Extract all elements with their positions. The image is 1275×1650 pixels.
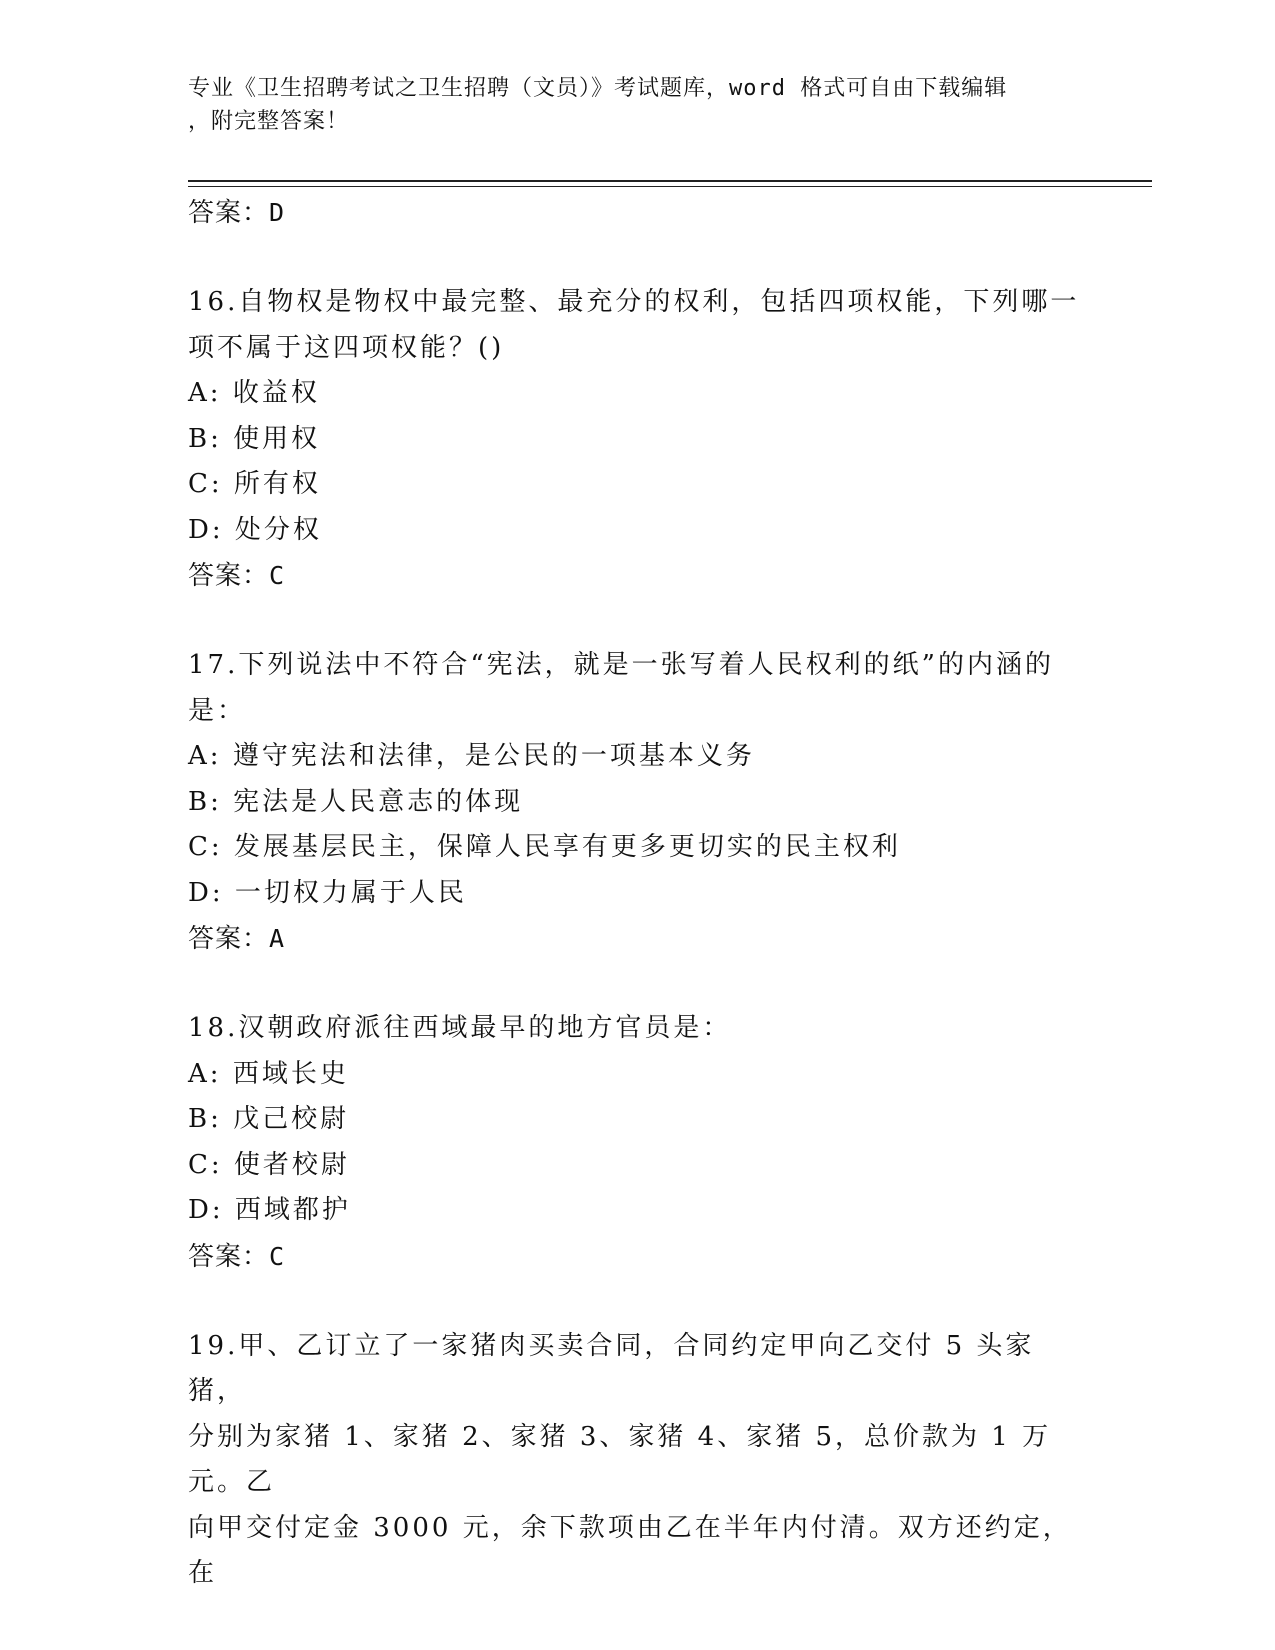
option-b: [188, 417, 1088, 463]
option-text: 使者校尉: [233, 1149, 350, 1180]
spacer: [188, 236, 1088, 280]
option-key: C:: [188, 832, 223, 862]
question-item: [188, 1006, 1088, 1280]
question-text: [188, 1324, 1088, 1597]
question-text: [188, 643, 1088, 734]
question-text: [188, 1006, 1088, 1052]
option-key: B:: [188, 786, 222, 817]
option-a: [188, 371, 1088, 417]
question-number: 18.: [188, 1013, 239, 1043]
question-item: [188, 1324, 1088, 1597]
option-text: 处分权: [234, 514, 322, 545]
option-text: 宪法是人民意志的体现: [233, 786, 524, 817]
option-b: [188, 1097, 1088, 1143]
question-number: 19.: [188, 1330, 239, 1361]
option-text: 遵守宪法和法律，是公民的一项基本义务: [232, 741, 755, 771]
option-text: 一切权力属于人民: [234, 877, 467, 908]
option-text: 戊己校尉: [233, 1104, 350, 1134]
option-key: D:: [188, 877, 224, 908]
option-key: B:: [188, 423, 222, 454]
question-item: [188, 643, 1088, 962]
option-key: D:: [188, 514, 224, 545]
question-line: 项不属于这四项权能？(): [188, 332, 505, 363]
spacer: [188, 1280, 1088, 1324]
answer-label: 答案：: [188, 924, 270, 954]
option-key: A:: [188, 1058, 222, 1089]
option-key: A:: [188, 378, 222, 408]
option-c: [188, 462, 1088, 508]
option-d: [188, 508, 1088, 554]
answer-line: [188, 190, 1088, 236]
option-d: [188, 871, 1088, 917]
question-line: [188, 280, 1088, 326]
answer-line: [188, 1234, 1088, 1280]
option-text: 收益权: [232, 378, 320, 408]
header-divider-thick: [188, 180, 1152, 182]
question-line: 向甲交付定金 3000 元，余下款项由乙在半年内付清。双方还约定，在: [188, 1512, 1072, 1588]
question-line-text: 汉朝政府派往西域最早的地方官员是：: [238, 1013, 732, 1043]
answer-value: C: [269, 561, 286, 590]
question-line: [188, 643, 1088, 689]
option-c: [188, 825, 1088, 871]
question-list: [188, 190, 1088, 1597]
option-text: 西域都护: [234, 1195, 351, 1225]
option-a: [188, 734, 1088, 780]
header-divider-thin: [188, 186, 1152, 187]
answer-value: D: [269, 198, 286, 227]
answer-value: A: [269, 924, 286, 953]
option-key: C:: [188, 1149, 223, 1180]
option-text: 西域长史: [232, 1058, 349, 1089]
option-text: 使用权: [233, 423, 321, 454]
question-number: 16.: [188, 287, 239, 317]
question-item: [188, 280, 1088, 599]
option-key: D:: [188, 1195, 224, 1225]
answer-value: C: [269, 1241, 286, 1271]
option-c: [188, 1143, 1088, 1189]
question-line: [188, 1006, 1088, 1052]
option-key: A:: [188, 741, 222, 771]
spacer: [188, 599, 1088, 643]
spacer: [188, 962, 1088, 1006]
option-b: [188, 780, 1088, 826]
answer-line: [188, 553, 1088, 599]
question-line-text: 下列说法中不符合“宪法，就是一张写着人民权利的纸”的内涵的: [238, 650, 1054, 680]
option-text: 发展基层民主，保障人民享有更多更切实的民主权利: [233, 832, 901, 862]
question-line: 是：: [188, 695, 247, 726]
question-line: [188, 1324, 1088, 1415]
answer-label: 答案：: [188, 1241, 270, 1272]
answer-line: [188, 916, 1088, 962]
header-line-1: 专业《卫生招聘考试之卫生招聘（文员）》考试题库，word 格式可自由下载编辑: [188, 76, 1008, 101]
header-line-2: ，附完整答案！: [188, 109, 350, 134]
option-a: [188, 1052, 1088, 1098]
question-number: 17.: [188, 650, 239, 680]
document-header: [188, 72, 1068, 138]
question-line: 分别为家猪 1、家猪 2、家猪 3、家猪 4、家猪 5，总价款为 1 万元。乙: [188, 1421, 1052, 1497]
answer-label: 答案：: [188, 198, 270, 228]
question-line-text: 甲、乙订立了一家猪肉买卖合同，合同约定甲向乙交付 5 头家猪，: [188, 1330, 1035, 1406]
option-text: 所有权: [233, 469, 321, 499]
answer-label: 答案：: [188, 561, 270, 591]
question-text: [188, 280, 1088, 371]
option-d: [188, 1188, 1088, 1234]
option-key: C:: [188, 469, 223, 499]
option-key: B:: [188, 1104, 222, 1134]
question-line-text: 自物权是物权中最完整、最充分的权利，包括四项权能，下列哪一: [238, 287, 1080, 317]
